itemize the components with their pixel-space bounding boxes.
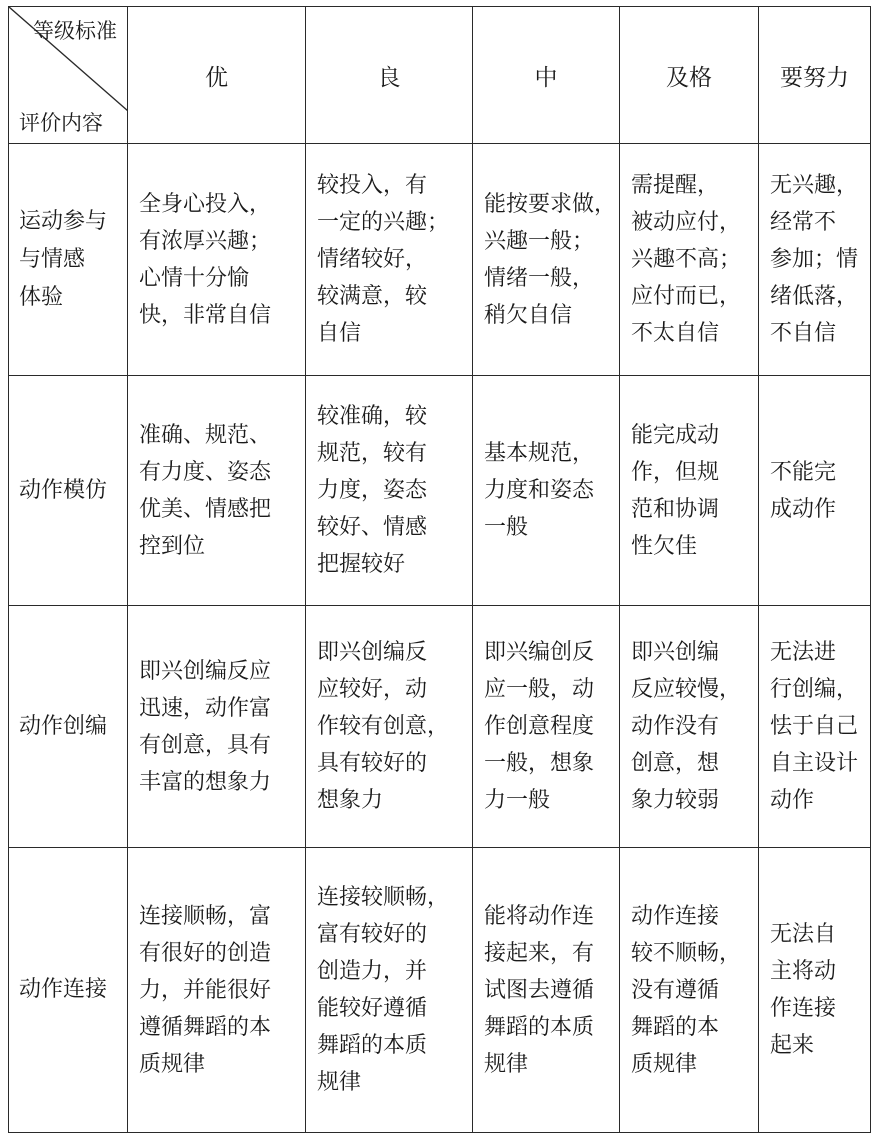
- cell-text-line: 较不顺畅，: [631, 940, 742, 966]
- cell-text-line: 舞蹈的本质: [317, 1033, 428, 1058]
- grade-cell-medium: [473, 144, 620, 376]
- cell-text-line: 心情十分愉: [139, 265, 250, 291]
- cell-text-line: 象力较弱: [631, 788, 720, 813]
- grade-cell-pass: [620, 144, 759, 376]
- cell-text-line: 舞蹈的本质: [484, 1014, 595, 1040]
- cell-text-line: 兴趣不高；: [631, 247, 742, 272]
- cell-text-line: 不自信: [770, 321, 837, 346]
- grade-header-pass: 及格: [620, 7, 759, 144]
- grade-cell-needs-effort: [759, 848, 871, 1133]
- cell-text-line: 行创编，: [770, 677, 859, 702]
- cell-text-line: 起来: [770, 1033, 815, 1058]
- cell-text-line: 成动作: [770, 496, 837, 522]
- cell-text-line: 规律: [317, 1070, 362, 1095]
- grade-cell-good: [306, 848, 473, 1133]
- grade-cell-needs-effort: [759, 144, 871, 376]
- cell-text-line: 具有较好的: [317, 751, 428, 776]
- cell-text-line: 全身心投入，: [139, 191, 272, 217]
- cell-text-line: 反应较慢，: [631, 677, 742, 702]
- cell-text-line: 有很好的创造: [139, 940, 272, 966]
- cell-text-line: 稍欠自信: [484, 302, 573, 328]
- cell-text-line: 快，非常自信: [139, 302, 272, 328]
- cell-text-line: 即兴编创反: [484, 640, 595, 665]
- cell-text-line: 有力度、姿态: [139, 459, 272, 485]
- cell-text-line: 力，并能很好: [139, 977, 272, 1003]
- cell-text-line: 动作: [770, 788, 815, 813]
- grade-cell-good: [306, 144, 473, 376]
- cell-text-line: 控到位: [139, 533, 206, 559]
- cell-text-line: 富有较好的: [317, 922, 428, 947]
- cell-text-line: 不太自信: [631, 321, 720, 346]
- cell-text-line: 应一般，动: [484, 677, 595, 702]
- grade-cell-good: [306, 606, 473, 848]
- cell-text-line: 能完成动: [631, 422, 720, 448]
- cell-text-line: 想象力: [317, 788, 384, 813]
- cell-text-line: 一定的兴趣；: [317, 210, 450, 235]
- cell-text-line: 把握较好: [317, 552, 406, 577]
- cell-text-line: 不能完: [770, 459, 837, 485]
- cell-text-line: 基本规范，: [484, 441, 595, 466]
- cell-text-line: 创意，想: [631, 751, 720, 776]
- cell-text-line: 力一般: [484, 788, 551, 813]
- criteria-row: [9, 848, 871, 1133]
- cell-text-line: 绪低落，: [770, 284, 859, 309]
- cell-text-line: 自主设计: [770, 751, 859, 776]
- cell-text-line: 性欠佳: [631, 533, 698, 559]
- cell-text-line: 情绪较好，: [317, 247, 428, 272]
- grade-cell-pass: [620, 848, 759, 1133]
- cell-text-line: 力度和姿态: [484, 478, 595, 503]
- cell-text-line: 无法自: [770, 922, 837, 947]
- cell-text-line: 主将动: [770, 959, 837, 984]
- cell-text-line: 能将动作连: [484, 903, 595, 929]
- evaluation-table: [8, 6, 871, 1133]
- cell-text-line: 无法进: [770, 640, 837, 665]
- cell-text-line: 能按要求做，: [484, 191, 617, 217]
- criteria-label-line: 与情感: [19, 246, 86, 272]
- cell-text-line: 即兴创编: [631, 640, 720, 665]
- criteria-label-line: 体验: [19, 284, 64, 310]
- cell-text-line: 作连接: [770, 996, 837, 1021]
- grade-header-excellent: 优: [128, 7, 306, 144]
- criteria-label-line: 动作连接: [19, 977, 108, 1002]
- cell-text-line: 迅速，动作富: [139, 695, 272, 721]
- grade-header-medium: 中: [473, 7, 620, 144]
- cell-text-line: 较准确，较: [317, 404, 428, 429]
- cell-text-line: 被动应付，: [631, 210, 742, 235]
- header-row: [9, 7, 871, 144]
- cell-text-line: 规律: [484, 1051, 529, 1077]
- cell-text-line: 即兴创编反: [317, 640, 428, 665]
- criteria-row: [9, 606, 871, 848]
- cell-text-line: 情绪一般，: [484, 265, 595, 291]
- cell-text-line: 自信: [317, 321, 362, 346]
- cell-text-line: 作创意程度: [484, 714, 595, 739]
- cell-text-line: 连接顺畅，富: [139, 903, 272, 929]
- cell-text-line: 作较有创意，: [317, 714, 450, 739]
- cell-text-line: 舞蹈的本: [631, 1014, 720, 1040]
- grade-cell-good: [306, 376, 473, 606]
- grade-cell-pass: [620, 376, 759, 606]
- cell-text-line: 质规律: [139, 1051, 206, 1077]
- cell-text-line: 创造力，并: [317, 959, 428, 984]
- criteria-label: [9, 606, 128, 848]
- cell-text-line: 有浓厚兴趣；: [139, 228, 272, 254]
- cell-text-line: 丰富的想象力: [139, 769, 272, 795]
- grade-cell-needs-effort: [759, 376, 871, 606]
- corner-grade-label: 等级标准: [33, 19, 117, 43]
- grade-cell-medium: [473, 376, 620, 606]
- criteria-label-line: 运动参与: [19, 208, 108, 234]
- cell-text-line: 一般，想象: [484, 751, 595, 776]
- criteria-label: [9, 376, 128, 606]
- corner-header-cell: [9, 7, 128, 144]
- grade-cell-needs-effort: [759, 606, 871, 848]
- cell-text-line: 动作连接: [631, 903, 720, 929]
- criteria-row: [9, 144, 871, 376]
- cell-text-line: 应较好，动: [317, 677, 428, 702]
- criteria-row: [9, 376, 871, 606]
- cell-text-line: 能较好遵循: [317, 996, 428, 1021]
- grade-header-good: 良: [306, 7, 473, 144]
- grade-cell-medium: [473, 848, 620, 1133]
- cell-text-line: 动作没有: [631, 714, 720, 739]
- grade-header-needs-effort: 要努力: [759, 7, 871, 144]
- cell-text-line: 连接较顺畅，: [317, 885, 450, 910]
- criteria-label-line: 动作创编: [19, 713, 108, 739]
- criteria-label: [9, 848, 128, 1133]
- cell-text-line: 应付而已，: [631, 284, 742, 309]
- cell-text-line: 接起来，有: [484, 940, 595, 966]
- cell-text-line: 准确、规范、: [139, 422, 272, 448]
- corner-content-label: 评价内容: [19, 111, 103, 135]
- cell-text-line: 没有遵循: [631, 977, 720, 1003]
- cell-text-line: 试图去遵循: [484, 977, 595, 1003]
- cell-text-line: 即兴创编反应: [139, 658, 272, 684]
- grade-cell-pass: [620, 606, 759, 848]
- cell-text-line: 较满意，较: [317, 284, 428, 309]
- grade-cell-excellent: [128, 848, 306, 1133]
- cell-text-line: 经常不: [770, 210, 837, 235]
- cell-text-line: 规范，较有: [317, 441, 428, 466]
- cell-text-line: 怯于自己: [770, 714, 859, 739]
- cell-text-line: 有创意，具有: [139, 732, 272, 758]
- grade-cell-medium: [473, 606, 620, 848]
- cell-text-line: 需提醒，: [631, 173, 720, 198]
- grade-cell-excellent: [128, 144, 306, 376]
- cell-text-line: 优美、情感把: [139, 496, 272, 522]
- cell-text-line: 作，但规: [631, 459, 720, 485]
- cell-text-line: 力度，姿态: [317, 478, 428, 503]
- criteria-label-line: 动作模仿: [19, 477, 108, 503]
- cell-text-line: 一般: [484, 515, 529, 540]
- grade-cell-excellent: [128, 376, 306, 606]
- cell-text-line: 质规律: [631, 1051, 698, 1077]
- cell-text-line: 较好、情感: [317, 515, 428, 540]
- grade-cell-excellent: [128, 606, 306, 848]
- cell-text-line: 范和协调: [631, 496, 720, 522]
- criteria-label: [9, 144, 128, 376]
- cell-text-line: 较投入，有: [317, 173, 428, 198]
- cell-text-line: 兴趣一般；: [484, 228, 595, 254]
- cell-text-line: 遵循舞蹈的本: [139, 1014, 272, 1040]
- cell-text-line: 无兴趣，: [770, 173, 859, 198]
- cell-text-line: 参加；情: [770, 247, 859, 272]
